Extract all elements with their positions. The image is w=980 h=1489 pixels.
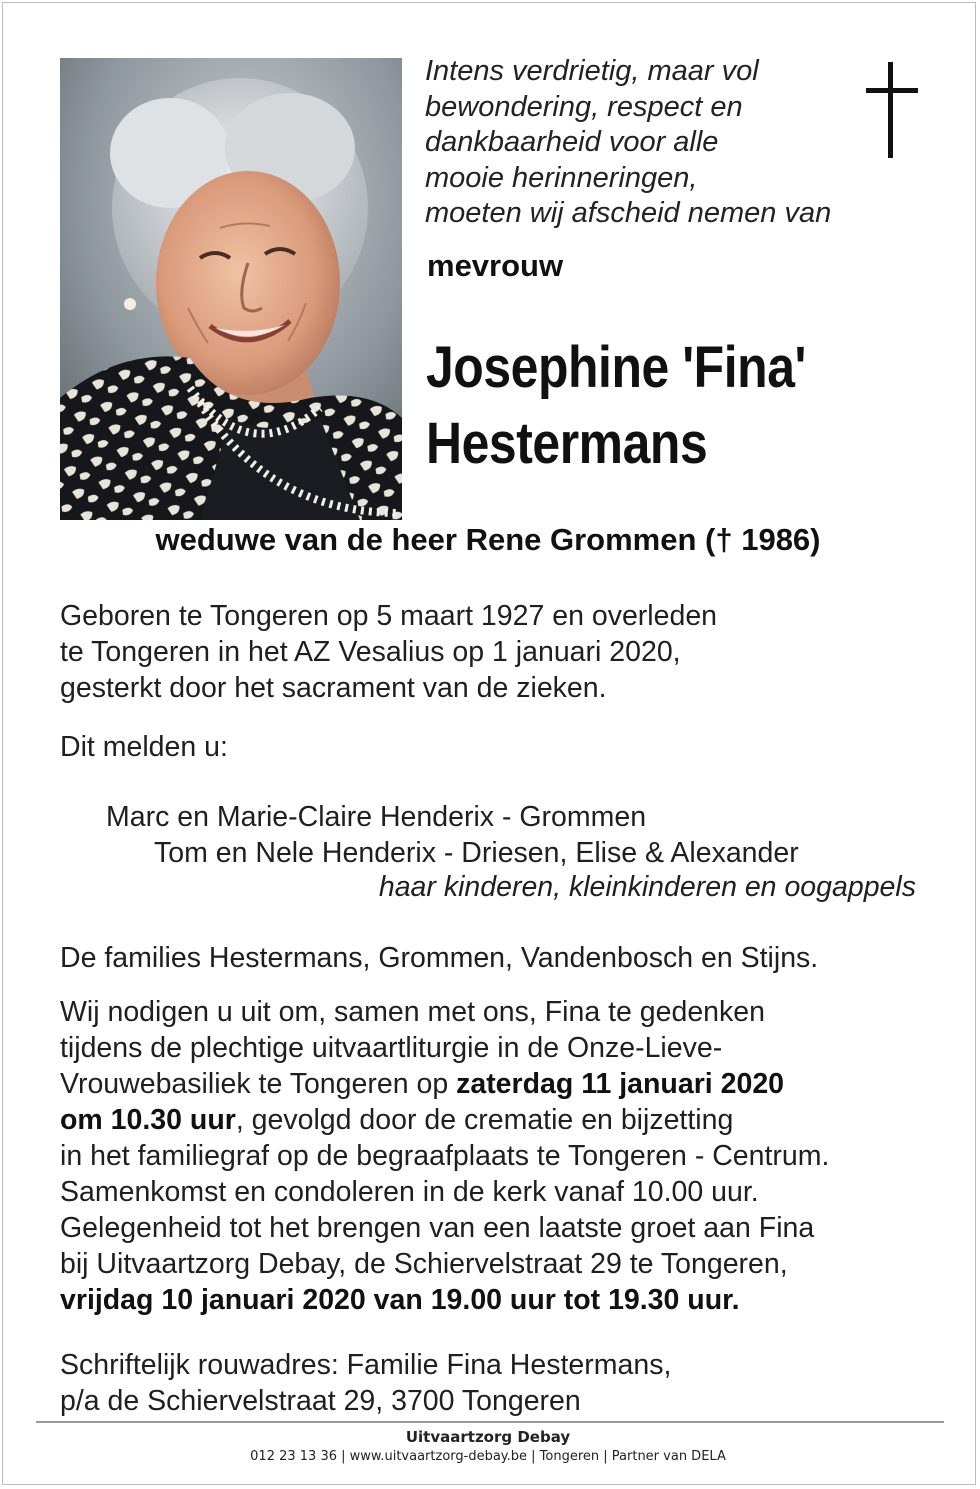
- funeral-date: zaterdag 11 januari 2020: [456, 1068, 785, 1100]
- invite-line: [60, 1282, 829, 1318]
- cross-icon: [862, 62, 922, 160]
- birth-paragraph: [60, 598, 717, 706]
- relation-line: haar kinderen, kleinkinderen en oogappels: [378, 871, 916, 903]
- intro-text: [425, 54, 865, 232]
- invitation-paragraph: [60, 994, 829, 1318]
- portrait-photo: [60, 58, 402, 520]
- announcer-line-1: Marc en Marie-Claire Henderix - Grommen: [106, 801, 647, 833]
- invite-line: Gelegenheid tot het brengen van een laatste groet aan Fina: [60, 1212, 815, 1244]
- viewing-datetime: vrijdag 10 januari 2020 van 19.00 uur tot 19.30 uur.: [60, 1284, 740, 1316]
- invite-line: bij Uitvaartzorg Debay, de Schiervelstraat 29 te Tongeren,: [60, 1248, 788, 1280]
- intro-line: moeten wij afscheid nemen van: [425, 197, 832, 229]
- birth-line: Geboren te Tongeren op 5 maart 1927 en overleden: [60, 600, 718, 632]
- address-line: Schriftelijk rouwadres: Familie Fina Hestermans,: [60, 1349, 672, 1381]
- deceased-name: [426, 330, 806, 482]
- invite-line: Samenkomst en condoleren in de kerk vanaf 10.00 uur.: [60, 1176, 759, 1208]
- invite-line: [60, 1066, 829, 1102]
- widow-line: weduwe van de heer Rene Grommen († 1986): [155, 522, 821, 557]
- announcer-line-2: Tom en Nele Henderix - Driesen, Elise & Alexander: [154, 837, 799, 869]
- families-line: De families Hestermans, Grommen, Vandenbosch en Stijns.: [60, 942, 819, 974]
- name-line-2: Hestermans: [426, 411, 708, 476]
- invite-text: , gevolgd door de crematie en bijzetting: [235, 1104, 734, 1136]
- address-line: p/a de Schiervelstraat 29, 3700 Tongeren: [60, 1385, 581, 1417]
- intro-line: bewondering, respect en: [425, 90, 743, 123]
- invite-line: Wij nodigen u uit om, samen met ons, Fina te gedenken: [60, 996, 765, 1028]
- name-line-1: Josephine 'Fina': [426, 335, 806, 400]
- footer-contact: 012 23 13 36 | www.uitvaartzorg-debay.be | Tongeren | Partner van DELA: [250, 1449, 726, 1464]
- birth-line: gesterkt door het sacrament van de zieken.: [60, 672, 607, 704]
- footer-company: Uitvaartzorg Debay: [405, 1428, 571, 1446]
- footer-divider: [36, 1421, 944, 1423]
- honorific: mevrouw: [427, 248, 564, 283]
- intro-line: dankbaarheid voor alle: [425, 126, 719, 158]
- birth-line: te Tongeren in het AZ Vesalius op 1 januari 2020,: [60, 636, 681, 668]
- invite-line: tijdens de plechtige uitvaartliturgie in de Onze-Lieve-: [60, 1032, 723, 1064]
- funeral-time: om 10.30 uur: [60, 1104, 236, 1136]
- invite-line: in het familiegraf op de begraafplaats te Tongeren - Centrum.: [60, 1140, 830, 1172]
- intro-line: Intens verdrietig, maar vol: [425, 55, 759, 87]
- invite-text: Vrouwebasiliek te Tongeren op: [60, 1068, 457, 1100]
- announcers-intro: Dit melden u:: [60, 731, 228, 763]
- mourning-address: [60, 1347, 671, 1419]
- invite-line: [60, 1102, 829, 1138]
- intro-line: mooie herinneringen,: [425, 161, 698, 194]
